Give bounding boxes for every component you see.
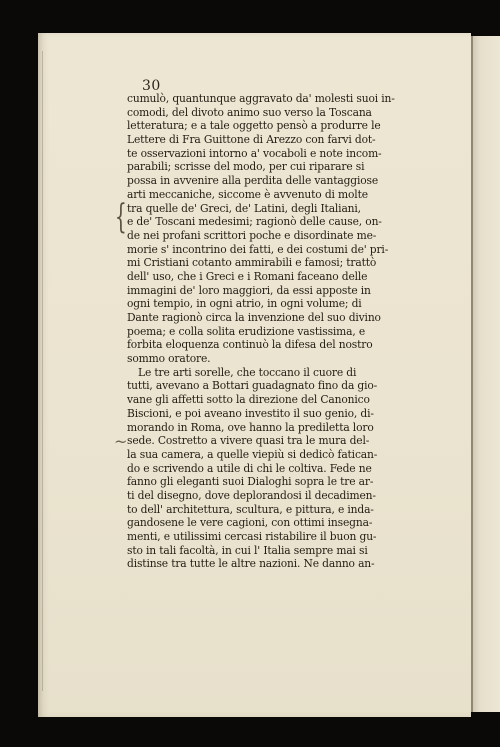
text-line: letteratura; e a tale oggetto pensò a produrre le xyxy=(127,119,381,133)
margin-tick-mark: ~ xyxy=(114,432,128,451)
text-line: te osservazioni intorno a' vocaboli e note incom- xyxy=(127,146,382,160)
text-line: ti del disegno, dove deplorandosi il decadimen- xyxy=(127,488,376,502)
page-number: 30 xyxy=(142,78,161,94)
text-line: comodi, del divoto animo suo verso la Toscana xyxy=(127,105,372,119)
text-line: forbita eloquenza continuò la difesa del nostro xyxy=(127,338,373,352)
text-line: sede. Costretto a vivere quasi tra le mura del- xyxy=(127,434,370,448)
text-line: sommo oratore. xyxy=(127,352,211,366)
text-line: morando in Roma, ove hanno la prediletta loro xyxy=(127,420,374,434)
text-line: distinse tra tutte le altre nazioni. Ne danno an- xyxy=(127,557,375,571)
text-line: cumulò, quantunque aggravato da' molesti suoi in- xyxy=(127,92,395,105)
text-line: sto in tali facoltà, in cui l' Italia sempre mai si xyxy=(127,543,368,557)
text-line: e de' Toscani medesimi; ragionò delle cause, on- xyxy=(127,215,382,229)
text-line: mi Cristiani cotanto ammirabili e famosi; trattò xyxy=(127,256,377,270)
text-line: immagini de' loro maggiori, da essi apposte in xyxy=(127,283,371,297)
text-line: fanno gli eleganti suoi Dialoghi sopra le tre ar- xyxy=(127,475,374,489)
text-line: tutti, avevano a Bottari guadagnato fino da gio- xyxy=(127,379,378,393)
text-line: do e scrivendo a utile di chi le coltiva. Fede ne xyxy=(127,461,372,475)
text-line: morie s' incontrino dei fatti, e dei costumi de' pri- xyxy=(127,242,389,256)
text-line: Biscioni, e poi aveano investito il suo genio, di- xyxy=(127,406,374,420)
body-text xyxy=(127,92,432,571)
text-line: vane gli affetti sotto la direzione del Canonico xyxy=(127,393,370,407)
text-line: poema; e colla solita erudizione vastissima, e xyxy=(127,324,366,338)
text-line: Le tre arti sorelle, che toccano il cuore di xyxy=(138,365,357,379)
text-line: Dante ragionò circa la invenzione del suo divino xyxy=(127,311,381,324)
text-line: tra quelle de' Greci, de' Latini, degli Italiani, xyxy=(127,201,361,215)
text-line: menti, e utilissimi cercasi ristabilire il buon gu- xyxy=(127,530,377,543)
text-line: la sua camera, a quelle viepiù si dedicò fatican- xyxy=(127,447,378,461)
text-line: dell' uso, che i Greci e i Romani faceano delle xyxy=(127,269,368,283)
text-line: de nei profani scrittori poche e disordinate me- xyxy=(127,228,377,242)
margin-bracket-mark: { xyxy=(114,197,127,237)
next-page-edge xyxy=(472,36,500,712)
text-line: arti meccaniche, siccome è avvenuto di molte xyxy=(127,187,368,201)
text-line: gandosene le vere cagioni, con ottimi insegna- xyxy=(127,516,373,530)
text-line: parabili; scrisse del modo, per cui riparare si xyxy=(127,160,365,174)
text-line: to dell' architettura, scultura, e pittura, e inda- xyxy=(127,502,374,516)
text-line: Lettere di Fra Guittone di Arezzo con farvi dot- xyxy=(127,133,376,147)
text-line: ogni tempio, in ogni atrio, in ogni volume; di xyxy=(127,297,362,311)
text-line: possa in avvenire alla perdita delle vantaggiose xyxy=(127,174,379,188)
